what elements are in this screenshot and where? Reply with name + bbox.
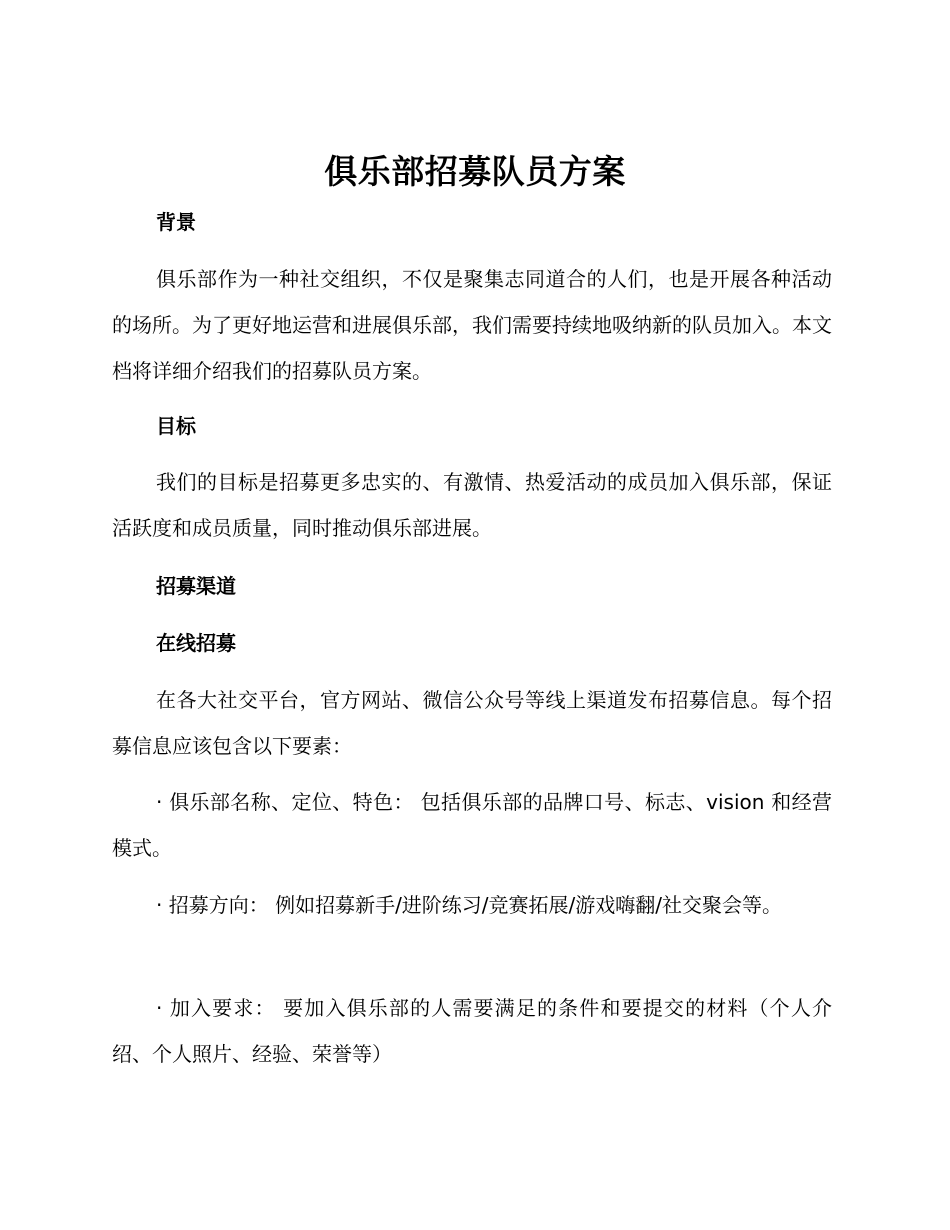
- paragraph-background: 俱乐部作为一种社交组织，不仅是聚集志同道合的人们，也是开展各种活动的场所。为了更好地运营和进展俱乐部，我们需要持续地吸纳新的队员加入。本文档将详细介绍我们的招募队员方案。: [112, 267, 832, 383]
- section-heading-channels: 招募渠道: [156, 574, 236, 598]
- section-heading-goal: 目标: [156, 414, 196, 438]
- document-title: 俱乐部招募队员方案: [324, 152, 626, 191]
- list-item-join-requirements: · 加入要求： 要加入俱乐部的人需要满足的条件和要提交的材料（个人介绍、个人照片、经验、荣誉等）: [112, 996, 832, 1066]
- list-item-recruit-direction: · 招募方向： 例如招募新手/进阶练习/竞赛拓展/游戏嗨翻/社交聚会等。: [156, 893, 783, 917]
- paragraph-online: 在各大社交平台，官方网站、微信公众号等线上渠道发布招募信息。每个招募信息应该包含以下要素：: [112, 688, 832, 758]
- paragraph-goal: 我们的目标是招募更多忠实的、有激情、热爱活动的成员加入俱乐部，保证活跃度和成员质量，同时推动俱乐部进展。: [112, 470, 832, 540]
- subsection-heading-online: 在线招募: [156, 631, 236, 655]
- section-heading-background: 背景: [156, 210, 196, 234]
- list-item-club-info: · 俱乐部名称、定位、特色： 包括俱乐部的品牌口号、标志、vision 和经营模式。: [112, 790, 832, 860]
